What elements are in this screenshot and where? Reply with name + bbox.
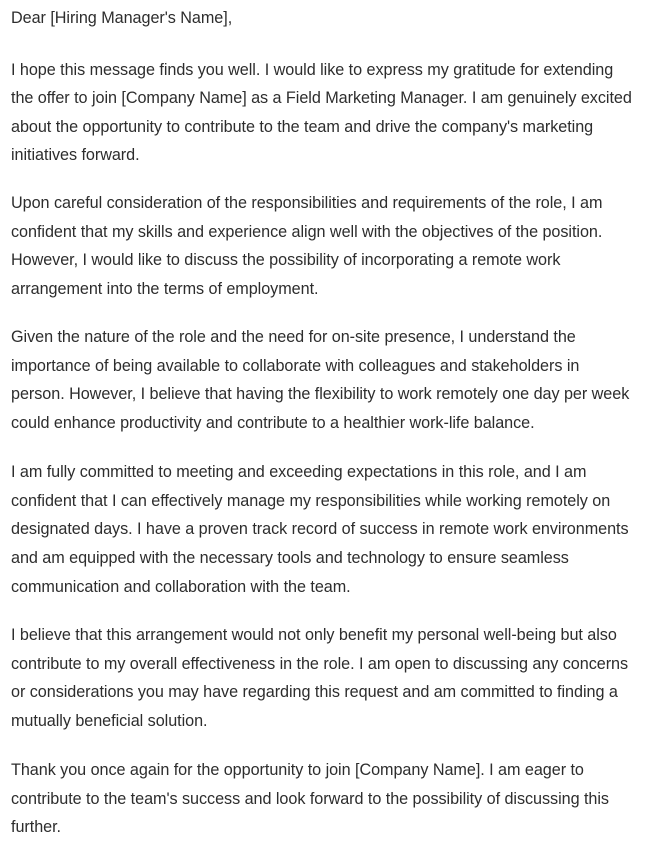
paragraph-6-line-3: further. — [11, 818, 61, 836]
paragraph-5-line-4: mutually beneficial solution. — [11, 712, 208, 730]
paragraph-1-line-2: the offer to join [Company Name] as a Field Marketing Manager. I am genuinely excited — [11, 89, 632, 107]
paragraph-5-line-2: contribute to my overall effectiveness in the role. I am open to discussing any concerns — [11, 655, 629, 673]
paragraph-5-line-1: I believe that this arrangement would not only benefit my personal well-being but also — [11, 626, 617, 644]
paragraph-4-line-3: designated days. I have a proven track record of success in remote work environments — [11, 520, 629, 538]
paragraph-2-line-1: Upon careful consideration of the responsibilities and requirements of the role, I am — [11, 194, 603, 212]
paragraph-3-line-3: person. However, I believe that having the flexibility to work remotely one day per week — [11, 385, 630, 403]
paragraph-4-line-4: and am equipped with the necessary tools and technology to ensure seamless — [11, 549, 569, 567]
paragraph-5-line-3: or considerations you may have regarding this request and am committed to finding a — [11, 683, 618, 701]
paragraph-4-line-1: I am fully committed to meeting and exceeding expectations in this role, and I am — [11, 463, 587, 481]
paragraph-2-line-2: confident that my skills and experience align well with the objectives of the position. — [11, 223, 603, 241]
salutation: Dear [Hiring Manager's Name], — [11, 9, 233, 27]
paragraph-3-line-1: Given the nature of the role and the need for on-site presence, I understand the — [11, 328, 576, 346]
paragraph-1-line-4: initiatives forward. — [11, 146, 140, 164]
paragraph-4-line-5: communication and collaboration with the team. — [11, 578, 351, 596]
paragraph-4-line-2: confident that I can effectively manage my responsibilities while working remotely on — [11, 492, 611, 510]
paragraph-6-line-2: contribute to the team's success and look forward to the possibility of discussing this — [11, 790, 609, 808]
paragraph-3-line-4: could enhance productivity and contribute to a healthier work-life balance. — [11, 414, 535, 432]
paragraph-1-line-3: about the opportunity to contribute to the team and drive the company's marketing — [11, 118, 594, 136]
paragraph-6-line-1: Thank you once again for the opportunity to join [Company Name]. I am eager to — [11, 761, 584, 779]
paragraph-3-line-2: importance of being available to collaborate with colleagues and stakeholders in — [11, 357, 580, 375]
paragraph-1-line-1: I hope this message finds you well. I would like to express my gratitude for extending — [11, 61, 614, 79]
paragraph-2-line-3: However, I would like to discuss the possibility of incorporating a remote work — [11, 251, 561, 269]
paragraph-2-line-4: arrangement into the terms of employment. — [11, 280, 319, 298]
